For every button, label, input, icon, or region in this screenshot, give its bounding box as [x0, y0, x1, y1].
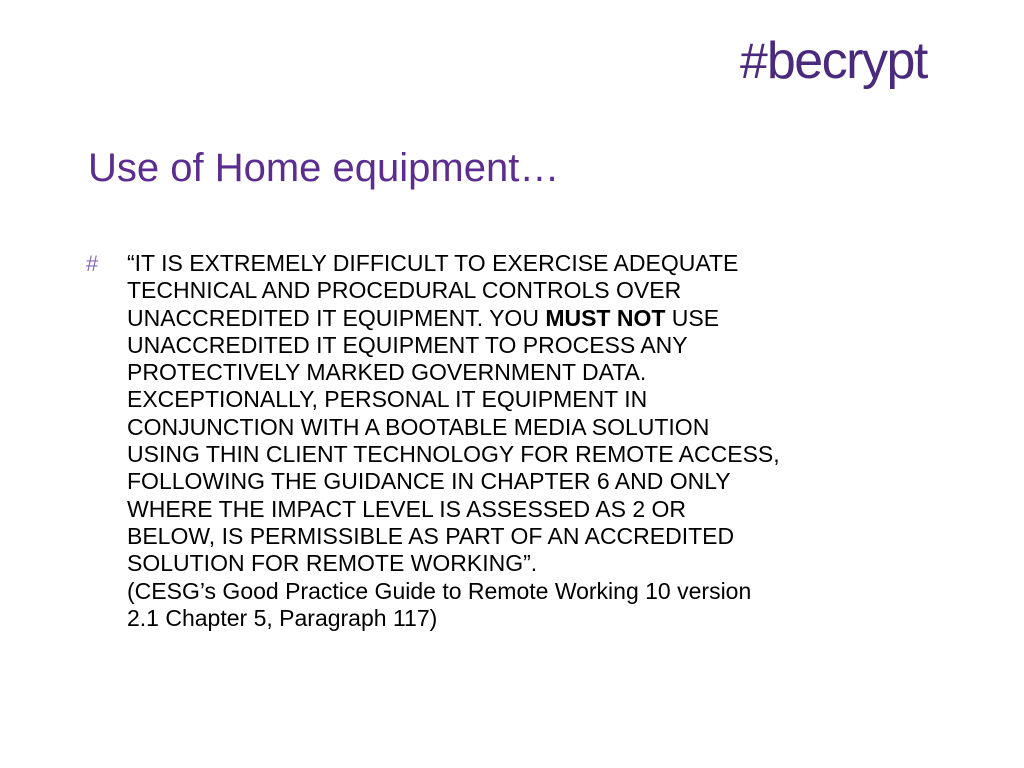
quote-line: [127, 305, 780, 332]
becrypt-logo: [740, 26, 927, 96]
quote-line: PROTECTIVELY MARKED GOVERNMENT DATA.: [127, 359, 647, 386]
quote-line: SOLUTION FOR REMOTE WORKING”.: [127, 550, 538, 577]
hash-bullet-icon: #: [86, 251, 99, 276]
bullet-list: [86, 250, 956, 632]
emphasis-must-not: MUST NOT: [545, 304, 666, 331]
quote-line-segment: UNACCREDITED IT EQUIPMENT. YOU: [127, 304, 546, 331]
citation-line: (CESG’s Good Practice Guide to Remote Working 10 version: [127, 577, 752, 604]
bullet-item: [86, 250, 956, 632]
quote-text: [127, 250, 780, 632]
quote-line-segment: USE: [665, 304, 720, 331]
slide-title: Use of Home equipment…: [88, 146, 560, 190]
quote-line: EXCEPTIONALLY, PERSONAL IT EQUIPMENT IN: [127, 386, 648, 413]
quote-line: USING THIN CLIENT TECHNOLOGY FOR REMOTE ACCESS,: [127, 441, 780, 468]
citation-line: 2.1 Chapter 5, Paragraph 117): [127, 604, 438, 631]
quote-line: UNACCREDITED IT EQUIPMENT TO PROCESS ANY: [127, 331, 688, 358]
quote-line: CONJUNCTION WITH A BOOTABLE MEDIA SOLUTION: [127, 413, 710, 440]
quote-line: FOLLOWING THE GUIDANCE IN CHAPTER 6 AND ONLY: [127, 468, 731, 495]
quote-line: “IT IS EXTREMELY DIFFICULT TO EXERCISE ADEQUATE: [127, 250, 739, 276]
quote-line: TECHNICAL AND PROCEDURAL CONTROLS OVER: [127, 277, 682, 304]
logo-wordmark: becrypt: [766, 32, 927, 90]
quote-line: BELOW, IS PERMISSIBLE AS PART OF AN ACCREDITED: [127, 522, 735, 549]
quote-line: WHERE THE IMPACT LEVEL IS ASSESSED AS 2 OR: [127, 495, 686, 522]
logo-hash-mark: #: [740, 33, 767, 89]
